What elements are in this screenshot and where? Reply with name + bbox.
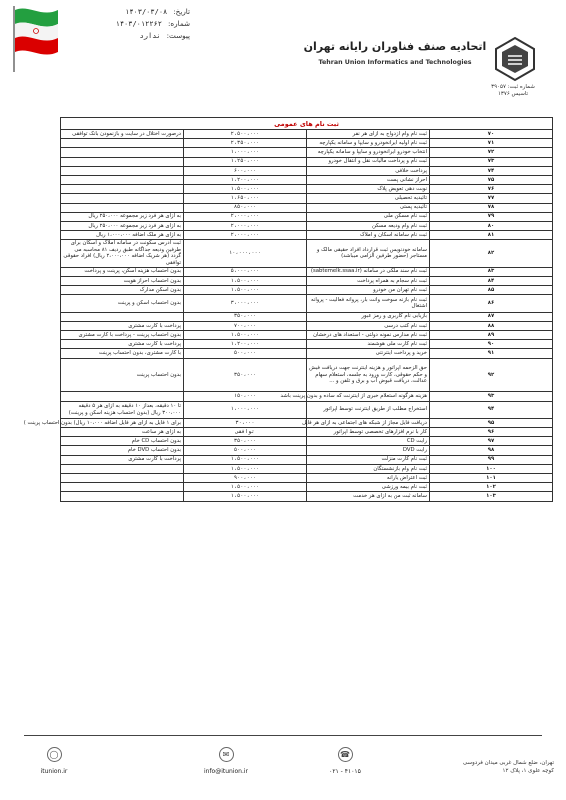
brand-block xyxy=(300,40,490,66)
row-number: ۹۱ xyxy=(430,349,553,358)
address-line1: تهران، ضلع شمال غربی میدان فردوسی xyxy=(462,760,554,766)
service-note: برای ۱ فایل به ازای هر فایل اضافه ۱۰،۰۰۰ ریال) بدون احتساب پرینت ) xyxy=(61,418,184,427)
row-number: ۹۳ xyxy=(430,392,553,401)
service-price: ۳،۰۰۰،۰۰۰ xyxy=(184,295,307,312)
address-line2: کوچه علوی ۱، پلاک ۱۲ xyxy=(502,768,554,774)
table-row xyxy=(61,267,553,276)
service-price: ۲،۰۰۰،۰۰۰ xyxy=(184,212,307,221)
service-title: ثبت نام مدارس نمونه دولتی - استعداد های درخشان xyxy=(307,330,430,339)
service-title: ثبت نام وام ودیعه مسکن xyxy=(307,221,430,230)
service-title: ثبت نام سامانه اسکان و املاک xyxy=(307,231,430,240)
table-caption: ثبت نام های عمومی xyxy=(61,118,553,130)
service-price: ۳۵۰،۰۰۰ xyxy=(184,358,307,392)
row-number: ۷۸ xyxy=(430,203,553,212)
row-number: ۸۵ xyxy=(430,286,553,295)
service-title: حق الزحمه اپراتور و هزینه اینترنت جهت دریافت فیش و حکم حقوقی، کارت ورود به جلسه، استعلام سهام عدالت، دریافت قبوض آب و برق و تلفن و ... xyxy=(307,358,430,392)
service-price: ۵،۰۰۰،۰۰۰ xyxy=(184,267,307,276)
table-row xyxy=(61,295,553,312)
service-note xyxy=(61,175,184,184)
service-price: ۱،۵۰۰،۰۰۰ xyxy=(184,483,307,492)
brand-name-en: Tehran Union Informatics and Technologies xyxy=(318,59,472,66)
table-row xyxy=(61,312,553,321)
table-row xyxy=(61,392,553,401)
footer-address xyxy=(424,759,554,775)
row-number: ۷۷ xyxy=(430,194,553,203)
service-price: ۳۰،۰۰۰ xyxy=(184,418,307,427)
table-row xyxy=(61,194,553,203)
row-number: ۸۰ xyxy=(430,221,553,230)
service-title: خرید و پرداخت اینترنتی xyxy=(307,349,430,358)
service-note: بدون احتساب احراز هویت xyxy=(61,276,184,285)
service-price: ۵۰۰،۰۰۰ xyxy=(184,349,307,358)
service-note xyxy=(61,203,184,212)
service-price: ۲،۵۰۰،۰۰۰ xyxy=(184,130,307,139)
table-row xyxy=(61,418,553,427)
service-note xyxy=(61,148,184,157)
service-title: تائیدیه تحصیلی xyxy=(307,194,430,203)
service-title: ثبت نام اولیه ایرانخودرو و سایپا و سامانه یکپارچه xyxy=(307,139,430,148)
service-price: ۲،۳۵۰،۰۰۰ xyxy=(184,139,307,148)
table-row xyxy=(61,474,553,483)
table-row xyxy=(61,437,553,446)
table-row xyxy=(61,157,553,166)
row-number: ۷۲ xyxy=(430,148,553,157)
attachment-label: پیوست: xyxy=(166,31,190,40)
service-price: ۳۵۰،۰۰۰ xyxy=(184,312,307,321)
service-title: ثبت نام وام ازدواج به ازای هر نفر xyxy=(307,130,430,139)
service-note: پرداخت با کارت مشتری xyxy=(61,340,184,349)
service-title: کار با نرم افزارهای تخصصی توسط اپراتور xyxy=(307,428,430,437)
service-price: ۲،۰۰۰،۰۰۰ xyxy=(184,231,307,240)
union-logo-icon xyxy=(492,36,538,82)
registration-line1: شماره ثبت: ۳۹۰۵۷ xyxy=(491,84,535,90)
service-note xyxy=(61,392,184,401)
service-title: ثبت اعتراض یارانه xyxy=(307,474,430,483)
table-row xyxy=(61,455,553,464)
table-row xyxy=(61,492,553,501)
service-note: پرداخت با کارت مشتری xyxy=(61,455,184,464)
service-note: پرداخت با کارت مشتری xyxy=(61,321,184,330)
service-title: ثبت نام سند ملکی در سامانه (sabtemelk.ssaa.ir) xyxy=(307,267,430,276)
service-price: ۱،۵۰۰،۰۰۰ xyxy=(184,492,307,501)
table-row xyxy=(61,401,553,418)
row-number: ۱۰۳ xyxy=(430,492,553,501)
service-title: تائیدیه پستی xyxy=(307,203,430,212)
table-row xyxy=(61,139,553,148)
row-number: ۷۱ xyxy=(430,139,553,148)
globe-icon: ◯ xyxy=(47,747,62,762)
service-note xyxy=(61,474,184,483)
row-number: ۱۰۱ xyxy=(430,474,553,483)
brand-name-fa: اتحادیه صنف فناوران رایانه تهران xyxy=(303,40,487,53)
service-note xyxy=(61,139,184,148)
service-title: استخراج مطلب از طریق اینترنت توسط اپراتور xyxy=(307,401,430,418)
row-number: ۸۷ xyxy=(430,312,553,321)
table-row xyxy=(61,148,553,157)
letter-meta xyxy=(70,6,190,42)
date-label: تاریخ: xyxy=(173,7,190,16)
row-number: ۹۲ xyxy=(430,358,553,392)
service-note: بدون احتساب پرینت xyxy=(61,358,184,392)
table-row xyxy=(61,340,553,349)
website-text: itunion.ir xyxy=(40,768,68,775)
service-price: توافقی xyxy=(184,428,307,437)
service-price: ۱،۵۰۰،۰۰۰ xyxy=(184,455,307,464)
table-row xyxy=(61,276,553,285)
service-price: ۱،۲۰۰،۰۰۰ xyxy=(184,340,307,349)
table-row xyxy=(61,221,553,230)
row-number: ۸۹ xyxy=(430,330,553,339)
service-price: ۸۵۰،۰۰۰ xyxy=(184,203,307,212)
service-note: به ازای هر ملک اضافه ۱،۰۰۰،۰۰۰ ریال xyxy=(61,231,184,240)
service-title: بازیابی نام کاربری و رمز عبور xyxy=(307,312,430,321)
table-row xyxy=(61,358,553,392)
table-row xyxy=(61,185,553,194)
table-row xyxy=(61,240,553,267)
fees-table xyxy=(23,117,553,502)
table-row xyxy=(61,349,553,358)
service-note xyxy=(61,483,184,492)
fees-table-container xyxy=(23,117,553,502)
service-price: ۵۰۰،۰۰۰ xyxy=(184,446,307,455)
table-row xyxy=(61,321,553,330)
table-row xyxy=(61,175,553,184)
service-title: سامانه ثبت من به ازای هر خدمت xyxy=(307,492,430,501)
service-title: رایت DVD xyxy=(307,446,430,455)
attachment-value: ندارد xyxy=(139,32,161,40)
service-note: بدون احتساب هزینه اسکن، پرینت و پرداخت xyxy=(61,267,184,276)
service-note: به ازای هر فرد زیر مجموعه ۲۵۰،۰۰۰ ریال xyxy=(61,212,184,221)
service-title: رایت CD xyxy=(307,437,430,446)
service-title: ثبت نام مسکن ملی xyxy=(307,212,430,221)
service-note xyxy=(61,194,184,203)
service-price: ۹۰۰،۰۰۰ xyxy=(184,474,307,483)
service-title: ثبت نام کتب درسی xyxy=(307,321,430,330)
service-price: ۶۰۰،۰۰۰ xyxy=(184,166,307,175)
service-price: ۳۵۰،۰۰۰ xyxy=(184,437,307,446)
service-price: ۱،۲۰۰،۰۰۰ xyxy=(184,175,307,184)
service-title: انتخاب خودرو ایرانخودرو و سایپا و سامانه یکپارچه xyxy=(307,148,430,157)
service-title: سامانه خودنویس ثبت قرارداد افراد حقیقی مالک و مستاجر (حضور طرفین الزامی میباشد) xyxy=(307,240,430,267)
row-number: ۹۴ xyxy=(430,401,553,418)
service-price: ۱،۵۰۰،۰۰۰ xyxy=(184,464,307,473)
table-row xyxy=(61,464,553,473)
service-title: ثبت نام وام بازنشستگان xyxy=(307,464,430,473)
service-title: ثبت نام بیمه ورزشی xyxy=(307,483,430,492)
row-number: ۱۰۰ xyxy=(430,464,553,473)
row-number: ۱۰۲ xyxy=(430,483,553,492)
iran-flag-icon xyxy=(8,4,60,74)
service-note: بدون احتساب پرینت - پرداخت با کارت مشتری xyxy=(61,330,184,339)
table-row xyxy=(61,330,553,339)
service-title: پرداخت خلافی xyxy=(307,166,430,175)
service-note: به ازای هر فرد زیر مجموعه ۲۵۰،۰۰۰ ریال xyxy=(61,221,184,230)
service-note: با کارت مشتری، بدون احتساب پرینت xyxy=(61,349,184,358)
service-price: ۷۰۰،۰۰۰ xyxy=(184,321,307,330)
row-number: ۷۳ xyxy=(430,157,553,166)
service-note xyxy=(61,157,184,166)
service-note: تا ۱۰ دقیقه، بعداز ۱۰ دقیقه به ازای هر ۵ دقیقه ۳۰۰،۰۰۰ ریال (بدون احتساب هزینه اسکن و پرینت) xyxy=(61,401,184,418)
service-note xyxy=(61,492,184,501)
footer-divider xyxy=(24,735,542,736)
email-text: info@itunion.ir xyxy=(203,768,249,775)
row-number: ۸۶ xyxy=(430,295,553,312)
service-note: بدون احتساب اسکن و پرینت xyxy=(61,295,184,312)
service-price: ۱،۲۵۰،۰۰۰ xyxy=(184,157,307,166)
row-number: ۹۵ xyxy=(430,418,553,427)
service-price: ۱۰،۰۰۰،۰۰۰ xyxy=(184,240,307,267)
registration-line2: تاسیس ۱۳۷۶ xyxy=(497,91,529,97)
number-value: ۱۴۰۳/۰۱۲۲۶۲ xyxy=(115,20,162,28)
service-price: ۱،۵۰۰،۰۰۰ xyxy=(184,330,307,339)
service-note xyxy=(61,166,184,175)
service-price: ۱،۵۰۰،۰۰۰ xyxy=(184,276,307,285)
service-title: ثبت نام و پرداخت مالیات نقل و انتقال خودرو xyxy=(307,157,430,166)
service-note: بدون احتساب CD خام xyxy=(61,437,184,446)
service-note xyxy=(61,185,184,194)
service-title: احراز نشانی پست xyxy=(307,175,430,184)
footer-phone xyxy=(310,747,380,775)
email-icon: ✉ xyxy=(219,747,234,762)
service-note: درصورت اختلال در سایت و بازنمودن بانک توافقی xyxy=(61,130,184,139)
row-number: ۷۹ xyxy=(430,212,553,221)
service-price: ۱،۵۰۰،۰۰۰ xyxy=(184,286,307,295)
table-row xyxy=(61,130,553,139)
service-price: ۱،۰۰۰،۰۰۰ xyxy=(184,401,307,418)
row-number: ۸۳ xyxy=(430,267,553,276)
service-title: ثبت نام کارت ملی هوشمند xyxy=(307,340,430,349)
service-price: ۱،۰۰۰،۰۰۰ xyxy=(184,148,307,157)
service-note: به ازای هر ساعت xyxy=(61,428,184,437)
number-label: شماره: xyxy=(167,19,190,28)
row-number: ۷۶ xyxy=(430,185,553,194)
service-title: ثبت نام سجام به همراه پرداخت xyxy=(307,276,430,285)
row-number: ۷۰ xyxy=(430,130,553,139)
service-title: ثبت نام کارت منزلت xyxy=(307,455,430,464)
row-number: ۸۱ xyxy=(430,231,553,240)
table-row xyxy=(61,446,553,455)
service-note: ثبت آدرس سکونت در سامانه املاک و اسکان برای طرفین ودیعه جداگانه طبق ردیف ۸۱ محاسبه می گردد (هر شریک اضافه ۲،۰۰۰،۰۰۰ ریال) افراد حقوقی توافقی xyxy=(61,240,184,267)
fees-table-body xyxy=(23,130,553,502)
footer-website xyxy=(24,747,84,775)
service-note: بدون اسکن مدارک xyxy=(61,286,184,295)
service-price: ۲،۰۰۰،۰۰۰ xyxy=(184,221,307,230)
table-row xyxy=(61,483,553,492)
row-number: ۹۹ xyxy=(430,455,553,464)
table-row xyxy=(61,166,553,175)
service-note xyxy=(61,464,184,473)
row-number: ۹۶ xyxy=(430,428,553,437)
row-number: ۹۸ xyxy=(430,446,553,455)
table-row xyxy=(61,231,553,240)
row-number: ۸۴ xyxy=(430,276,553,285)
table-row xyxy=(61,203,553,212)
service-title: ثبت نام بازنه سوخت وانت بار، پروانه فعالیت - پروانه اشتغال xyxy=(307,295,430,312)
row-number: ۷۵ xyxy=(430,175,553,184)
service-title: هزینه هرگونه استعلام خبری از اینترنت که ساده و بدون پرینت باشد xyxy=(307,392,430,401)
row-number: ۷۴ xyxy=(430,166,553,175)
row-number: ۸۸ xyxy=(430,321,553,330)
table-row xyxy=(61,212,553,221)
phone-icon: ☎ xyxy=(338,747,353,762)
registration-info xyxy=(474,84,552,98)
phone-text: ۰۲۱ - ۴۱۰۱۵ xyxy=(329,768,361,775)
table-row xyxy=(61,428,553,437)
service-title: ثبت نام تهران من خودرو xyxy=(307,286,430,295)
date-value: ۱۴۰۳/۰۳/۰۸ xyxy=(125,8,168,16)
service-price: ۱۵۰،۰۰۰ xyxy=(184,392,307,401)
service-price: ۱،۵۰۰،۰۰۰ xyxy=(184,185,307,194)
service-title: نوبت دهی تعویض پلاک xyxy=(307,185,430,194)
service-note xyxy=(61,312,184,321)
page-footer xyxy=(0,735,566,795)
row-number: ۹۷ xyxy=(430,437,553,446)
service-note: بدون احتساب DVD خام xyxy=(61,446,184,455)
footer-email xyxy=(186,747,266,775)
service-price: ۱،۶۵۰،۰۰۰ xyxy=(184,194,307,203)
row-number: ۹۰ xyxy=(430,340,553,349)
row-number: ۸۲ xyxy=(430,240,553,267)
table-row xyxy=(61,286,553,295)
service-title: دریافت فایل مجاز از شبکه های اجتماعی به ازای هر فایل xyxy=(307,418,430,427)
